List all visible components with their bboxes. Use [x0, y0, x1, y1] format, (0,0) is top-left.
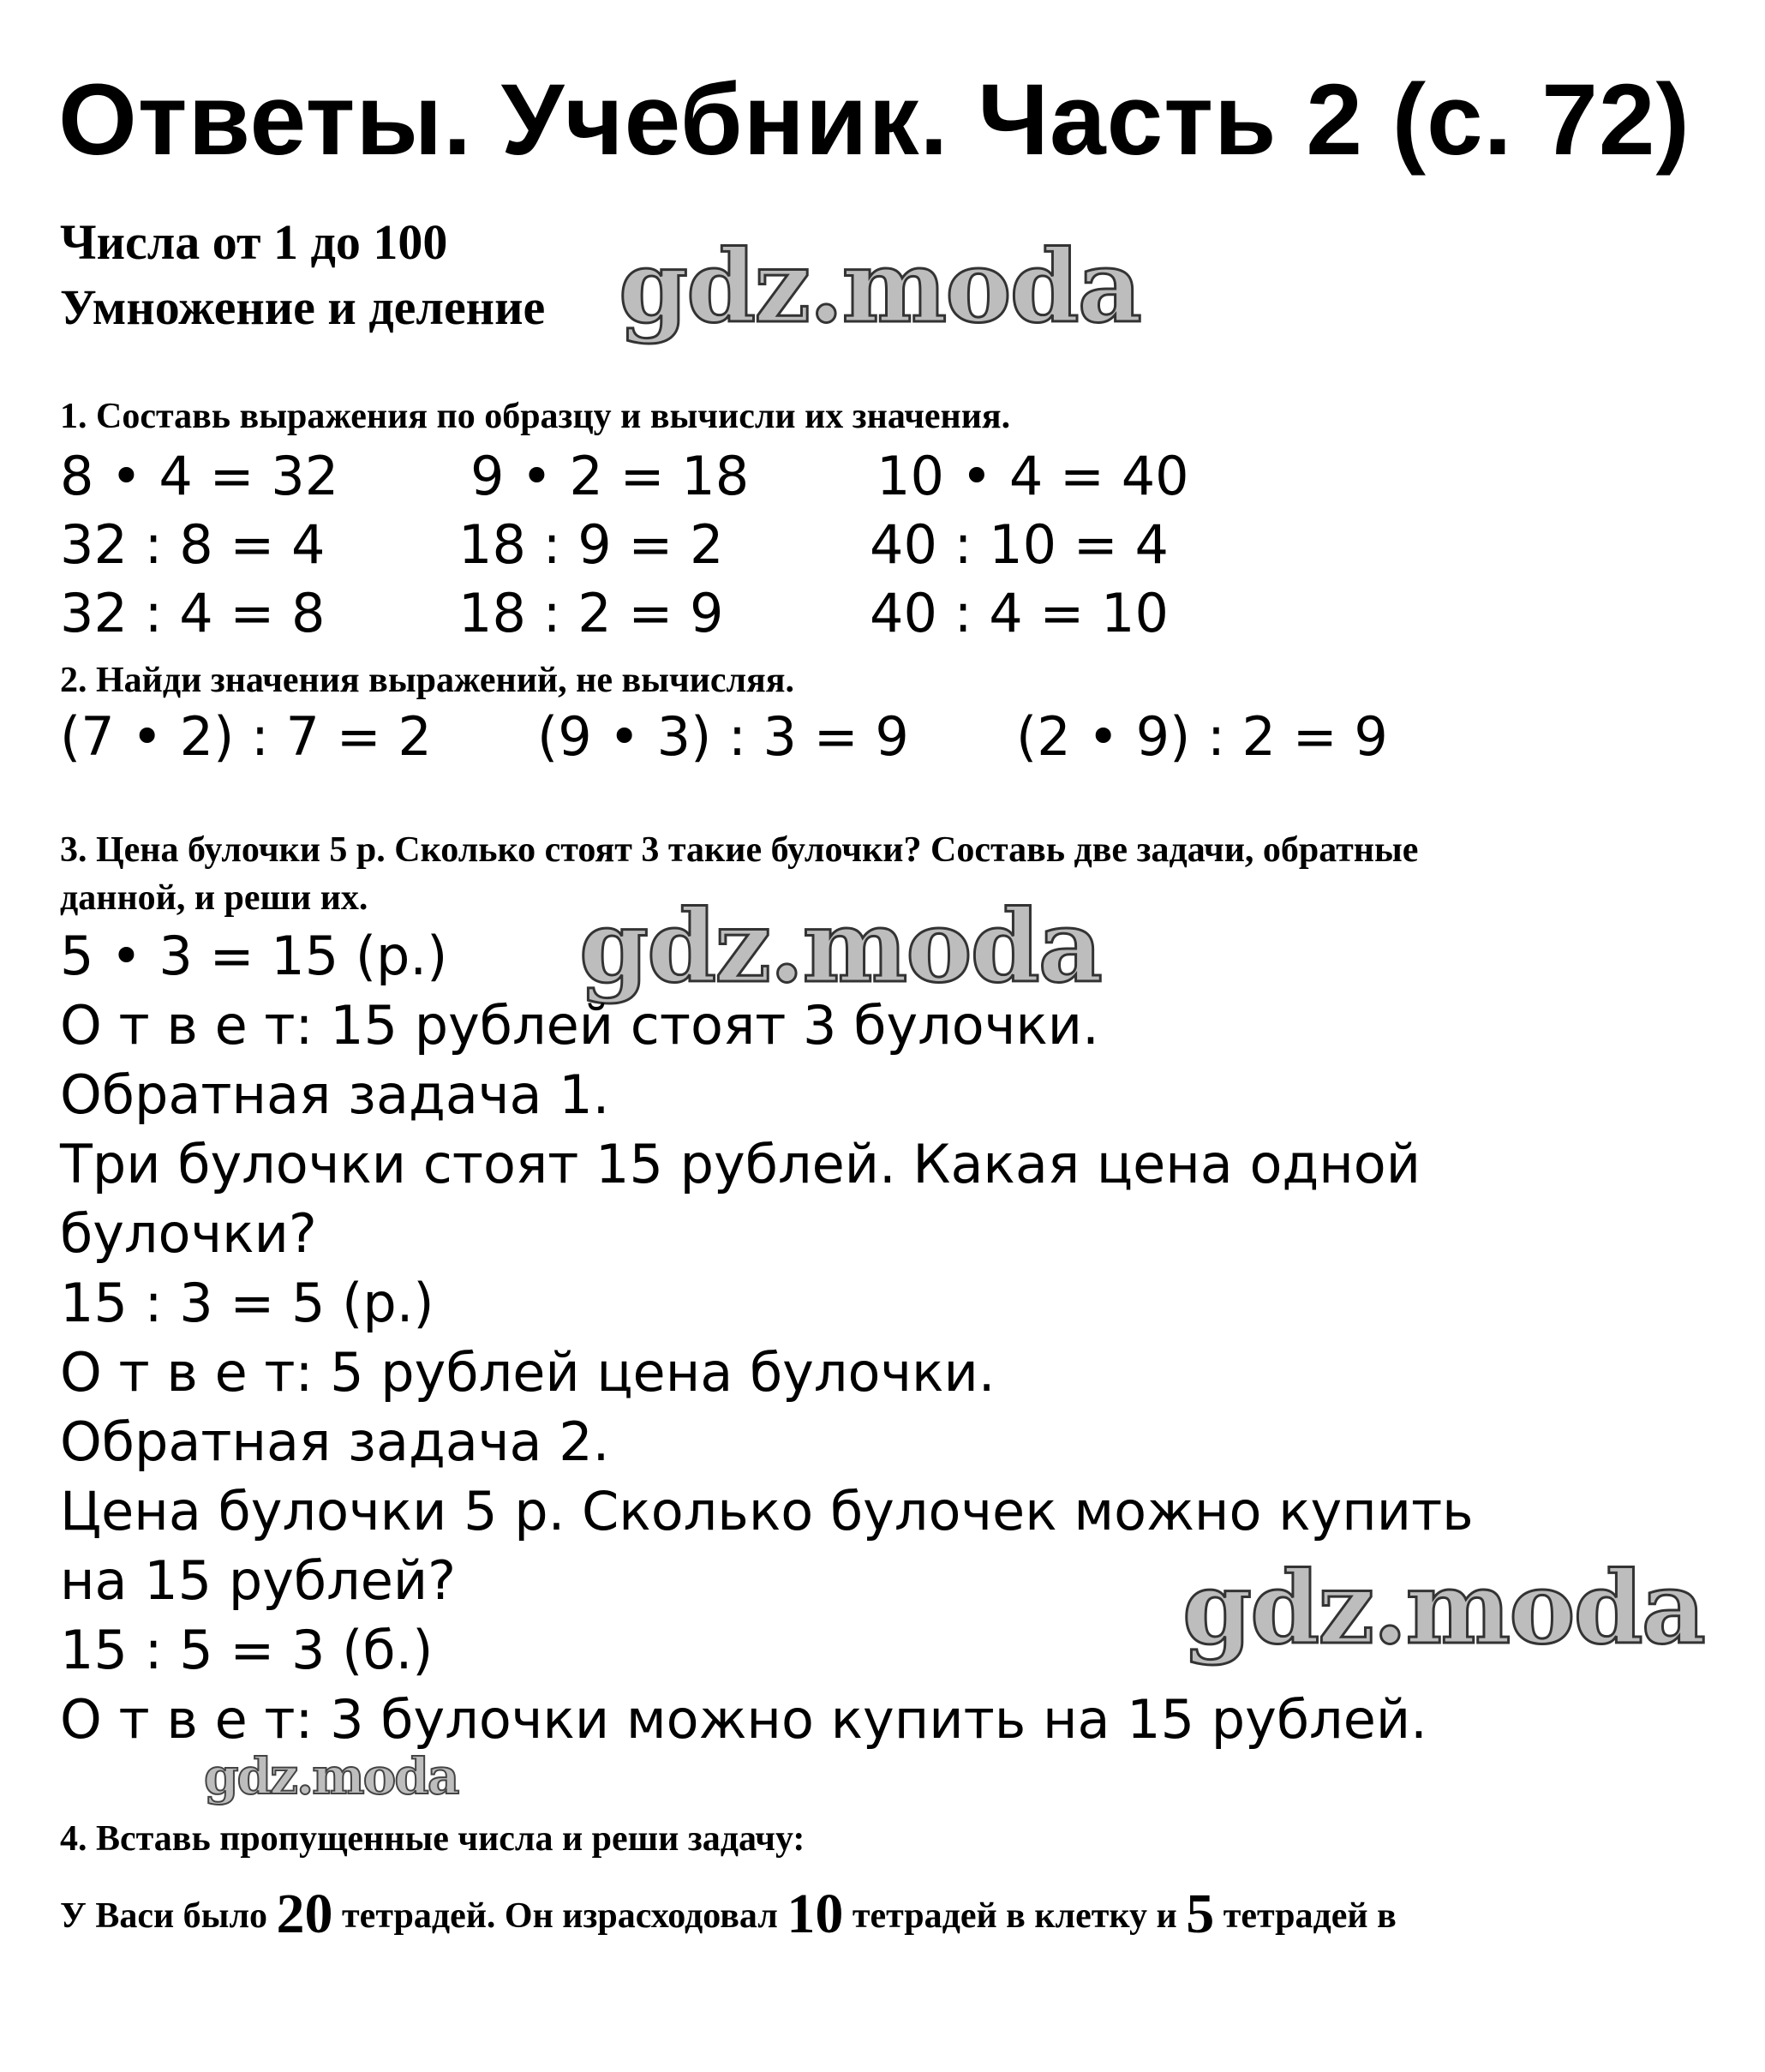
watermark-logo: gdz.moda	[1182, 1550, 1704, 1667]
solution-line: 15 : 5 = 3 (б.)	[60, 1619, 434, 1681]
task-1-column-3	[870, 442, 1189, 648]
task-3-question-line-1: 3. Цена булочки 5 р. Сколько стоят 3 такие булочки? Составь две задачи, обратные	[60, 830, 1419, 870]
task-1-column-2	[458, 442, 749, 648]
inverse-task-title: Обратная задача 2.	[60, 1410, 610, 1473]
page-title: Ответы. Учебник. Часть 2 (с. 72)	[58, 63, 1690, 177]
watermark-logo: gdz.moda	[579, 889, 1101, 1005]
task-2-expression: (2 • 9) : 2 = 9	[1016, 705, 1388, 768]
equation: 10 • 4 = 40	[877, 445, 1189, 507]
equation: 9 • 2 = 18	[470, 445, 750, 507]
inverse-task-text: Три булочки стоят 15 рублей. Какая цена одной	[60, 1133, 1421, 1195]
equation: 18 : 2 = 9	[458, 582, 724, 644]
watermark-logo: gdz.moda	[619, 229, 1140, 345]
task-4-text	[60, 1882, 1397, 1949]
task-1-question: 1. Составь выражения по образцу и вычисли их значения.	[60, 397, 1011, 436]
equation: 8 • 4 = 32	[60, 445, 339, 507]
task-2-expression: (9 • 3) : 3 = 9	[537, 705, 909, 768]
inverse-task-text: на 15 рублей?	[60, 1549, 457, 1612]
watermark-logo-small: gdz.moda	[204, 1747, 458, 1806]
equation: 40 : 4 = 10	[870, 582, 1169, 644]
task-4-number: 20	[276, 1883, 333, 1945]
task-4-text-part: тетрадей в	[1214, 1896, 1397, 1936]
equation: 32 : 8 = 4	[60, 513, 326, 576]
task-4-text-part: тетрадей. Он израсходовал	[332, 1896, 787, 1936]
equation: 40 : 10 = 4	[870, 513, 1169, 576]
task-4-text-part: У Васи было	[60, 1896, 277, 1936]
subheading-line-1: Числа от 1 до 100	[60, 214, 448, 270]
equation: 32 : 4 = 8	[60, 582, 326, 644]
subheading-line-2: Умножение и деление	[60, 279, 546, 335]
equation: 18 : 9 = 2	[458, 513, 724, 576]
task-4-question: 4. Вставь пропущенные числа и реши задачу:	[60, 1819, 805, 1859]
inverse-task-text: Цена булочки 5 р. Сколько булочек можно купить	[60, 1480, 1474, 1542]
task-3-question-line-2: данной, и реши их.	[60, 878, 368, 918]
solution-line: 15 : 3 = 5 (р.)	[60, 1272, 434, 1334]
inverse-task-text: булочки?	[60, 1202, 317, 1265]
answer-line: О т в е т: 15 рублей стоят 3 булочки.	[60, 994, 1099, 1057]
task-2-expression: (7 • 2) : 7 = 2	[60, 705, 432, 768]
task-1-column-1	[60, 442, 338, 648]
task-4-number: 10	[787, 1883, 844, 1945]
solution-line: 5 • 3 = 15 (р.)	[60, 925, 448, 987]
answer-line: О т в е т: 3 булочки можно купить на 15 рублей.	[60, 1688, 1427, 1751]
task-4-number: 5	[1186, 1883, 1215, 1945]
task-4-text-part: тетрадей в клетку и	[843, 1896, 1187, 1936]
inverse-task-title: Обратная задача 1.	[60, 1063, 610, 1126]
answer-line: О т в е т: 5 рублей цена булочки.	[60, 1341, 996, 1404]
task-2-question: 2. Найди значения выражений, не вычисляя.	[60, 661, 794, 700]
